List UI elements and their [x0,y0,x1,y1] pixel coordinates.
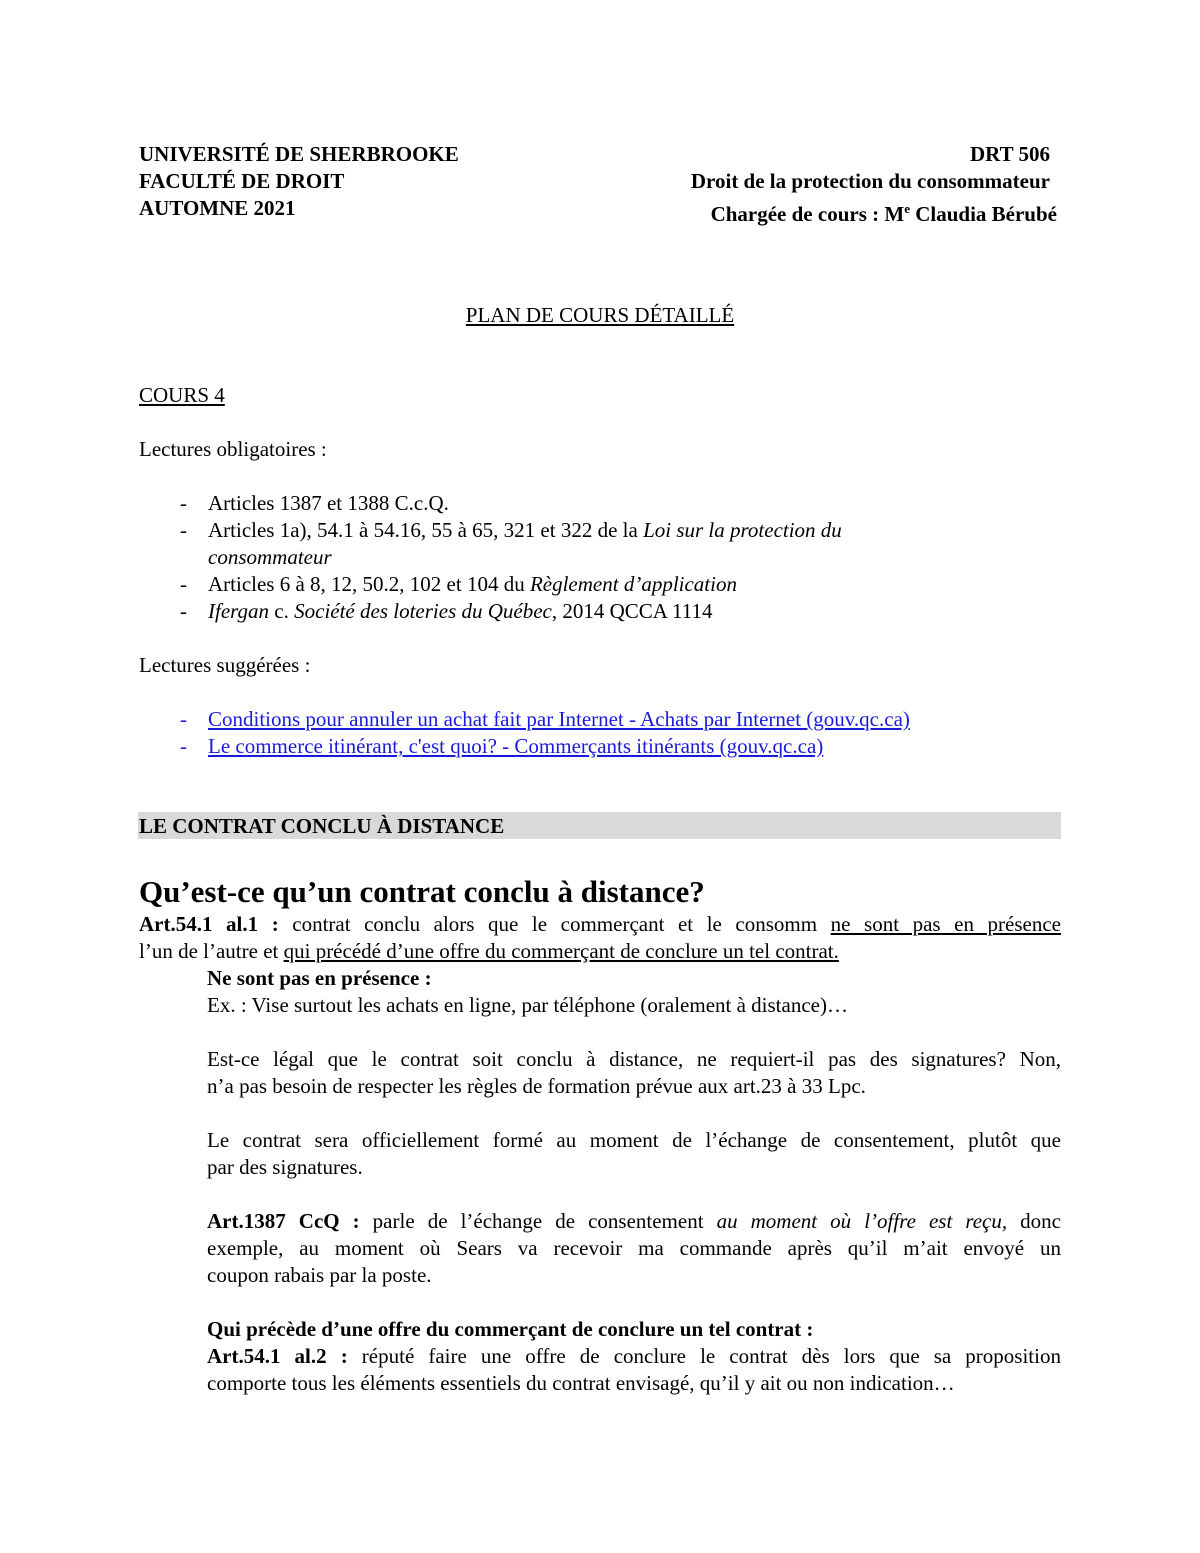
art541-al1-line1 [139,911,1061,938]
link-itinerant-commerce[interactable]: Le commerce itinérant, c'est quoi? - Commerçants itinérants (gouv.qc.ca) [208,734,824,758]
lecturer-prefix: Chargée de cours : M [710,202,905,226]
link-online-purchase[interactable]: Conditions pour annuler un achat fait par Internet - Achats par Internet (gouv.qc.ca) [208,707,910,731]
reading-item-2-law: Loi sur la protection du [643,518,842,542]
art541-al2-text: réputé faire une offre de conclure le contrat dès lors que sa proposition [347,1344,1061,1368]
art1387-label: Art.1387 CcQ : [207,1209,360,1233]
not-present-example: Ex. : Vise surtout les achats en ligne, par téléphone (oralement à distance)… [207,993,848,1017]
faculty-name: FACULTÉ DE DROIT [139,169,345,193]
page-title: PLAN DE COURS DÉTAILLÉ [465,303,735,327]
bullet: - [180,491,187,515]
art541-al2-line2: comporte tous les éléments essentiels du contrat envisagé, qu’il y ait ou non indication… [207,1371,955,1395]
suggested-readings-label: Lectures suggérées : [139,653,311,677]
art1387-line3: coupon rabais par la poste. [207,1263,432,1287]
case-party-2: Société des loteries du Québec [294,599,552,623]
legal-para-line2: n’a pas besoin de respecter les règles de formation prévue aux art.23 à 33 Lpc. [207,1074,866,1098]
reading-item-2-cont [208,544,332,571]
reading-item-2-text: Articles 1a), 54.1 à 54.16, 55 à 65, 321 et 322 de la [208,518,644,542]
case-citation: , 2014 QCCA 1114 [551,599,713,623]
art541-al1-underline2: qui précédé d’une offre du commerçant de conclure un tel contrat. [283,939,839,963]
course-name: Droit de la protection du consommateur [690,169,1050,193]
not-present-label: Ne sont pas en présence : [207,966,432,990]
lecturer [711,195,1057,228]
formed-para-line2: par des signatures. [207,1155,363,1179]
art541-al1-text: contrat conclu alors que le commerçant et le consomm [278,912,831,936]
question-heading: Qu’est-ce qu’un contrat conclu à distance? [139,874,705,909]
bullet: - [180,572,187,596]
legal-para-line1: Est-ce légal que le contrat soit conclu à distance, ne requiert-il pas des signatures? Non, [207,1047,1061,1071]
mandatory-readings-label: Lectures obligatoires : [139,437,327,461]
art541-al1-underline1: ne sont pas en présence [830,912,1061,936]
art541-al1-label: Art.54.1 al.1 : [139,912,279,936]
offer-label: Qui précède d’une offre du commerçant de conclure un tel contrat : [207,1317,814,1341]
bullet: - [180,518,187,542]
reading-item-2 [208,517,842,544]
art1387-line2: exemple, au moment où Sears va recevoir ma commande après qu’il m’ait envoyé un [207,1236,1061,1260]
case-party-1: Ifergan [208,599,270,623]
bullet: - [180,707,187,731]
art1387-text1: parle de l’échange de consentement [359,1209,717,1233]
art541-al1-line2-text: l’un de l’autre et [139,939,284,963]
lecturer-name: Claudia Bérubé [909,202,1057,226]
course-code: DRT 506 [970,142,1050,166]
reading-item-3-reg: Règlement d’application [529,572,737,596]
case-versus: c. [269,599,295,623]
lecturer-title-sup: e [904,201,910,216]
course-number: COURS 4 [139,383,225,407]
bullet: - [180,734,187,758]
art541-al2-label: Art.54.1 al.2 : [207,1344,348,1368]
section-title: LE CONTRAT CONCLU À DISTANCE [139,814,505,838]
term: AUTOMNE 2021 [139,196,296,220]
reading-item-4 [208,598,713,625]
art1387-text2: donc [1007,1209,1062,1233]
bullet: - [180,599,187,623]
reading-item-1: Articles 1387 et 1388 C.c.Q. [208,491,449,515]
art1387-line1 [207,1208,1061,1235]
art1387-italic: au moment où l’offre est reçu, [716,1209,1008,1233]
reading-item-3 [208,571,737,598]
art541-al2-line1 [207,1343,1061,1370]
art541-al1-line2 [139,938,839,965]
reading-item-2-law-cont: consommateur [208,545,332,569]
university-name: UNIVERSITÉ DE SHERBROOKE [139,142,459,166]
formed-para-line1: Le contrat sera officiellement formé au moment de l’échange de consentement, plutôt que [207,1128,1061,1152]
reading-item-3-text: Articles 6 à 8, 12, 50.2, 102 et 104 du [208,572,530,596]
